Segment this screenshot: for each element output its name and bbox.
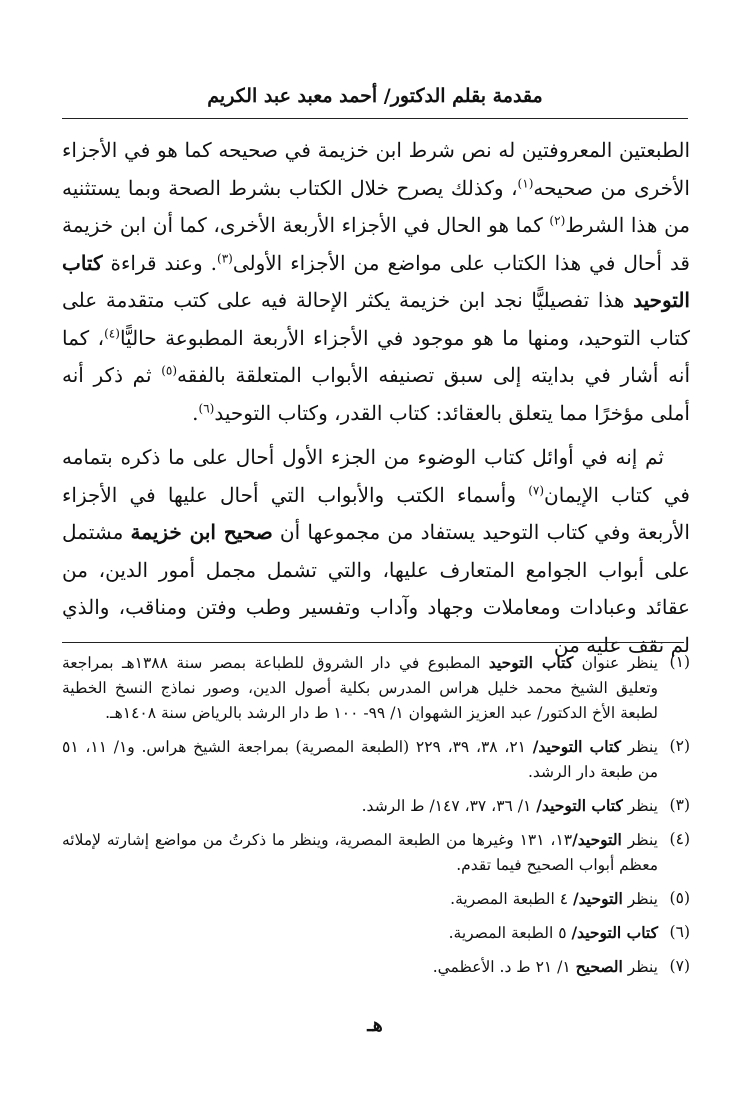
footnote-number: (٤) [669,830,690,848]
header-rule [62,118,688,119]
text-run: ٢١، ٣٨، ٣٩، ٢٢٩ (الطبعة المصرية) بمراجعة الشيخ هراس. و١/ ١١، ٥١ من طبعة دار الرشد. [62,738,658,781]
footnote-text [62,920,658,946]
footnote-number: (٦) [669,923,690,941]
footnote-text [62,886,658,912]
body-text [62,132,690,664]
text-run: المطبوع في دار الشروق للطباعة بمصر سنة ١٣٨٨هـ بمراجعة وتعليق الشيخ محمد خليل هراس المدرس بكلية أصول الدين، وصور نماذج النسخ الخطية لطبعة الأخ الدكتور/ عبد العزيز الشهوان ١/ ٩٩- ١٠٠ ط دار الرشد بالرياض سنة ١٤٠٨هـ. [62,654,658,722]
footnote [62,954,690,980]
footnote [62,827,690,878]
text-run: . وعند قراءة [102,250,217,275]
text-run: ١/ ٢١ ط د. الأعظمي. [432,958,576,976]
footnote [62,650,690,726]
footnote-number: (٢) [669,737,690,755]
text-run: ينظر [621,831,658,849]
text-run: ينظر [622,797,658,815]
text-run: ينظر [622,890,658,908]
footnote-text [62,793,658,819]
text-run: ٤ الطبعة المصرية. [450,890,574,908]
text-run: ١/ ٣٦، ٣٧، ١٤٧/ ط الرشد. [361,797,537,815]
text-run: ، كما أنه أشار في بدايته إلى سبق تصنيفه الأبواب المتعلقة بالفقه [62,325,691,387]
text-run: ينظر [622,958,658,976]
footnote-marker: (٤) [104,325,120,340]
footnote [62,793,690,819]
footnote-text [62,827,658,878]
page-number: هـ [367,1014,383,1036]
footnotes [62,650,690,988]
text-run: . [192,400,199,425]
text-run: وأسماء الكتب والأبواب التي أحال عليها في الأجزاء الأربعة وفي كتاب التوحيد يستفاد من مجموعها أن [62,482,690,544]
running-header: مقدمة بقلم الدكتور/ أحمد معبد عبد الكريم [207,85,543,107]
footnote-marker: (١) [517,175,534,190]
footnote-number: (٧) [669,957,690,975]
footnote-marker: (٢) [549,213,566,228]
text-run: مشتمل على أبواب الجوامع المتعارف عليها، والتي تشمل مجمل أمور الدين، من عقائد وعبادات ومعاملات وجهاد وآداب وتفسير وطب وفتن ومناقب، والذي لم نقف عليه من [62,520,690,657]
footnote-text [62,734,658,785]
bold-title: كتاب التوحيد/ [536,796,623,815]
footnote [62,734,690,785]
text-run: ٥ الطبعة المصرية. [448,924,572,942]
footnote-marker: (٧) [528,482,545,497]
text-run: ثم إنه في أوائل كتاب الوضوء من الجزء الأول أحال على ما ذكره بتمامه في كتاب الإيمان [62,445,690,507]
paragraph [62,439,690,664]
text-run: ثم ذكر أنه أملى مؤخرًا مما يتعلق بالعقائد: كتاب القدر، وكتاب التوحيد [62,363,690,425]
text-run: هذا تفصيليًّا نجد ابن خزيمة يكثر الإحالة فيه على كتب متقدمة على كتاب التوحيد، ومنها ما هو موجود في الأجزاء الأربعة المطبوعة حاليًّا [62,288,690,350]
text-run: ينظر عنوان [573,654,658,672]
bold-title: التوحيد/ [573,889,623,908]
bold-title: التوحيد/ [572,830,622,849]
footnote-marker: (٣) [217,250,233,265]
footnote-number: (٣) [669,796,690,814]
footnote-number: (٥) [669,889,690,907]
footnote-text [62,954,658,980]
paragraph [62,132,690,432]
footnote-marker: (٦) [198,400,215,415]
text-run: كما هو الحال في الأجزاء الأربعة الأخرى، كما أن ابن خزيمة قد أحال في هذا الكتاب على مواضع من الأجزاء الأولى [62,213,690,275]
footnote-marker: (٥) [161,363,178,378]
footnote-text [62,650,658,726]
footnote-separator [62,642,684,643]
bold-title: صحيح ابن خزيمة [130,520,273,544]
bold-title: كتاب التوحيد [62,250,690,312]
text-run: ، وكذلك يصرح خلال الكتاب بشرط الصحة وبما يستثنيه من هذا الشرط [62,175,691,237]
footnote-number: (١) [669,653,690,671]
bold-title: كتاب التوحيد/ [571,923,658,942]
text-run: ١٣، ١٣١ وغيرها من الطبعة المصرية، وينظر ما ذكرتُ من مواضع إشارته لإملائه معظم أبواب الصحيح فيما تقدم. [62,831,658,874]
footnote [62,886,690,912]
text-run: الطبعتين المعروفتين له نص شرط ابن خزيمة في صحيحه كما هو في الأجزاء الأخرى من صحيحه [62,138,690,200]
bold-title: كتاب التوحيد [488,653,574,672]
footnote [62,920,690,946]
bold-title: كتاب التوحيد/ [532,737,622,756]
text-run: ينظر [621,738,658,756]
bold-title: الصحيح [575,957,623,976]
